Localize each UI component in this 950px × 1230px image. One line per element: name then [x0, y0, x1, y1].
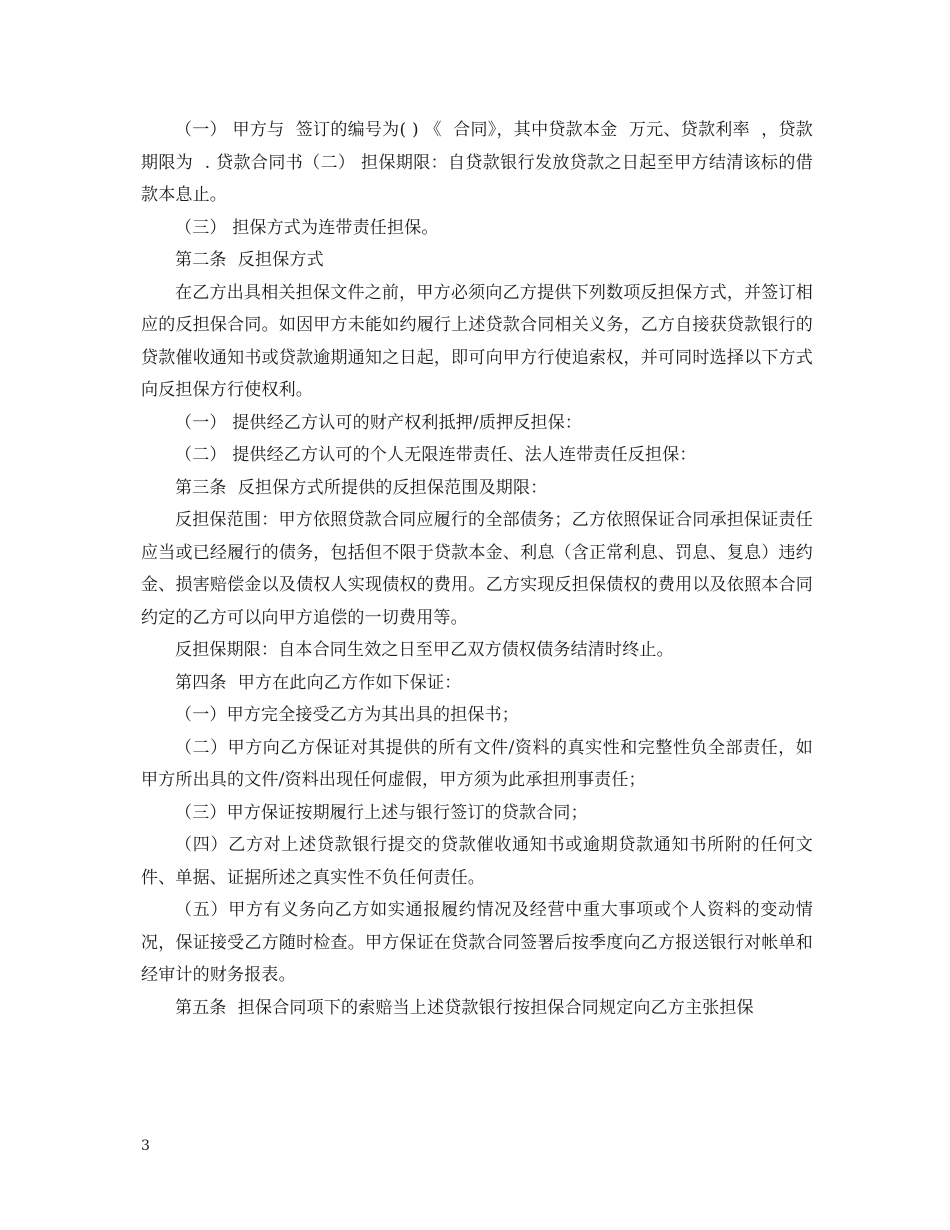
- paragraph-guarantee-item-3: （三）甲方保证按期履行上述与银行签订的贷款合同；: [175, 802, 588, 823]
- paragraph-guarantee-method: （三） 担保方式为连带责任担保。: [175, 217, 439, 238]
- paragraph-guarantee-item-2: （二）甲方向乙方保证对其提供的所有文件/资料的真实性和完整性负全部责任，如甲方所出具的文件/资料出现任何虚假，甲方须为此承担刑事责任；: [141, 737, 813, 790]
- article-4-heading: 第四条 甲方在此向乙方作如下保证：: [175, 672, 462, 693]
- paragraph-property-pledge: （一） 提供经乙方认可的财产权利抵押/质押反担保：: [175, 412, 583, 433]
- paragraph-counter-guarantee-period: 反担保期限：自本合同生效之日至甲乙双方债权债务结清时终止。: [175, 640, 674, 660]
- article-3-heading: 第三条 反担保方式所提供的反担保范围及期限：: [175, 477, 548, 498]
- article-5-heading: 第五条 担保合同项下的索赔当上述贷款银行按担保合同规定向乙方主张担保: [175, 997, 754, 1018]
- page-number: 3: [141, 1138, 150, 1154]
- article-2-heading: 第二条 反担保方式: [175, 250, 324, 270]
- paragraph-guarantee-item-4: （四）乙方对上述贷款银行提交的贷款催收通知书或逾期贷款通知书所附的任何文件、单据、证据所述之真实性不负任何责任。: [141, 835, 813, 888]
- paragraph-guarantee-contract-1: （一） 甲方与 签订的编号为( ) 《 合同》，其中贷款本金 万元、贷款利率 ，贷款期限为 . 贷款合同书（二） 担保期限：自贷款银行发放贷款之日起至甲方结清该标的借款本息止。: [141, 120, 813, 205]
- paragraph-guarantee-item-5: （五）甲方有义务向乙方如实通报履约情况及经营中重大事项或个人资料的变动情况，保证接受乙方随时检查。甲方保证在贷款合同签署后按季度向乙方报送银行对帐单和经审计的财务报表。: [141, 900, 813, 985]
- paragraph-joint-liability: （二） 提供经乙方认可的个人无限连带责任、法人连带责任反担保：: [175, 445, 697, 465]
- document-body: [141, 114, 813, 1024]
- paragraph-counter-guarantee-scope: 反担保范围：甲方依照贷款合同应履行的全部债务；乙方依照保证合同承担保证责任应当或已经履行的债务，包括但不限于贷款本金、利息（含正常利息、罚息、复息）违约金、损害赔偿金以及债权人实现债权的费用。乙方实现反担保债权的费用以及依照本合同约定的乙方可以向甲方追偿的一切费用等。: [141, 510, 813, 628]
- paragraph-counter-guarantee-intro: 在乙方出具相关担保文件之前，甲方必须向乙方提供下列数项反担保方式，并签订相应的反担保合同。如因甲方未能如约履行上述贷款合同相关义务，乙方自接获贷款银行的贷款催收通知书或贷款逾期通知之日起，即可向甲方行使追索权，并可同时选择以下方式向反担保方行使权利。: [141, 282, 813, 400]
- paragraph-guarantee-item-1: （一）甲方完全接受乙方为其出具的担保书；: [175, 705, 519, 725]
